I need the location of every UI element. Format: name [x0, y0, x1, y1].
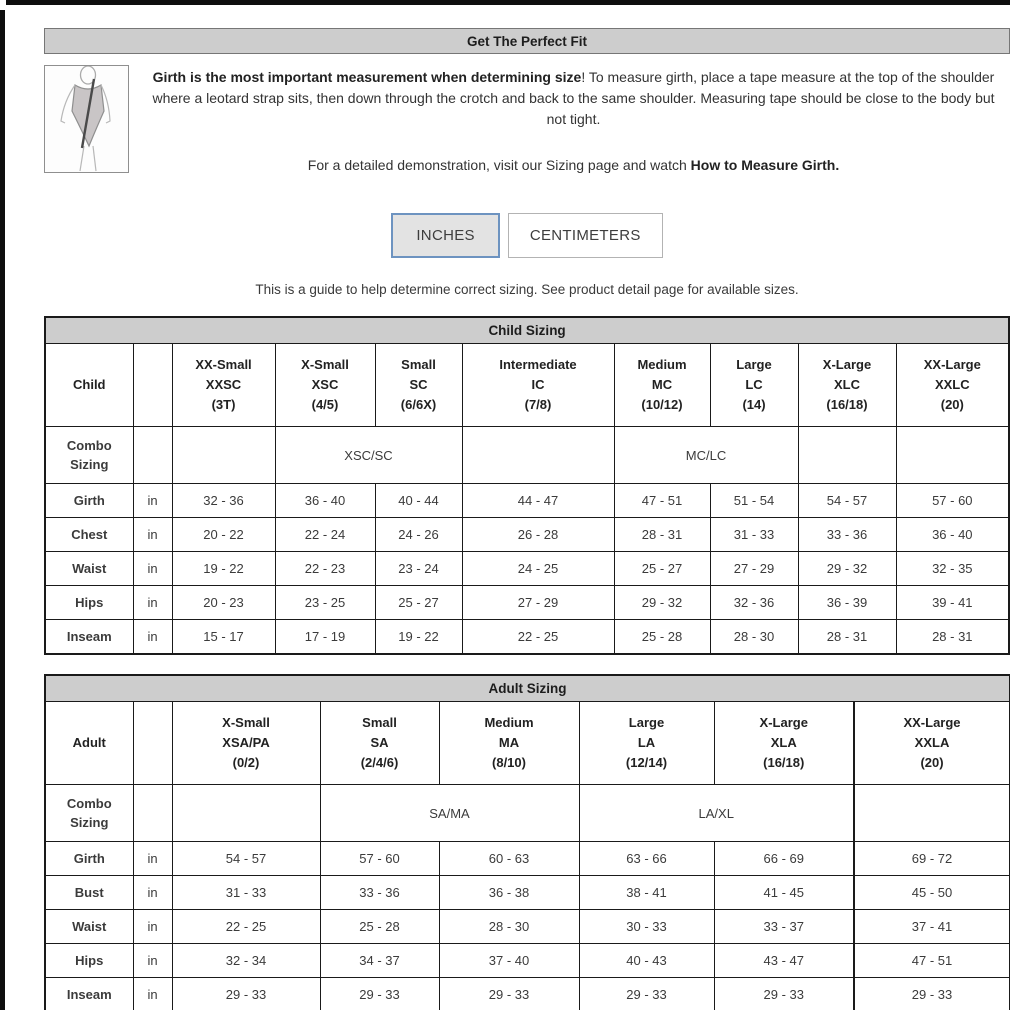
child_table-unit-cell: in: [133, 586, 172, 620]
child_table-value-cell: 22 - 25: [462, 620, 614, 655]
child_table-value-cell: 47 - 51: [614, 484, 710, 518]
adult_table-unit-cell: in: [133, 876, 172, 910]
page-title: Get The Perfect Fit: [44, 28, 1010, 54]
adult_table-combo-cell: SA/MA: [320, 785, 579, 842]
adult-sizing-table: [44, 674, 1010, 1010]
screenshot-left-border: [0, 10, 5, 1010]
adult_table-combo-cell: [172, 785, 320, 842]
child_table-value-cell: 25 - 27: [614, 552, 710, 586]
child_table-value-cell: 29 - 32: [798, 552, 896, 586]
child_table-combo-cell: MC/LC: [614, 427, 798, 484]
child_table-unit-cell: in: [133, 484, 172, 518]
adult_table-unit-cell: in: [133, 978, 172, 1010]
child_table-unit-cell: in: [133, 620, 172, 655]
girth-intro-section: [44, 65, 1010, 173]
adult_table-value-cell: 36 - 38: [439, 876, 579, 910]
child_table-size-header: Medium MC (10/12): [614, 344, 710, 427]
child_table-value-cell: 24 - 25: [462, 552, 614, 586]
adult_table-value-cell: 37 - 40: [439, 944, 579, 978]
child_table-value-cell: 28 - 30: [710, 620, 798, 655]
child_table-value-cell: 32 - 36: [172, 484, 275, 518]
adult_table-value-cell: 34 - 37: [320, 944, 439, 978]
child_table-value-cell: 19 - 22: [375, 620, 462, 655]
girth-instructions: [141, 67, 1006, 130]
child_table-value-cell: 22 - 24: [275, 518, 375, 552]
child_table-value-cell: 28 - 31: [614, 518, 710, 552]
adult_table-value-cell: 47 - 51: [854, 944, 1010, 978]
adult_table-size-header: X-Large XLA (16/18): [714, 702, 854, 785]
child_table-value-cell: 22 - 23: [275, 552, 375, 586]
child_table-combo-cell: [462, 427, 614, 484]
demo-note-bold: How to Measure Girth.: [690, 157, 840, 173]
adult_table-value-cell: 29 - 33: [439, 978, 579, 1010]
child_table-value-cell: 51 - 54: [710, 484, 798, 518]
intro-text-column: [129, 65, 1010, 173]
screenshot-top-border: [6, 0, 1010, 5]
adult_table-size-header: Medium MA (8/10): [439, 702, 579, 785]
adult_table-combo-unit-cell: [133, 785, 172, 842]
child_table-size-header: Small SC (6/6X): [375, 344, 462, 427]
child_table-value-cell: 36 - 40: [275, 484, 375, 518]
child_table-unit-cell: in: [133, 518, 172, 552]
child_table-row-label: Waist: [45, 552, 133, 586]
adult_table-value-cell: 54 - 57: [172, 842, 320, 876]
centimeters-button[interactable]: CENTIMETERS: [508, 213, 663, 258]
child_table-value-cell: 23 - 25: [275, 586, 375, 620]
child_table-combo-cell: [172, 427, 275, 484]
demo-note-prefix: For a detailed demonstration, visit our Sizing page and watch: [307, 157, 691, 173]
child_table-value-cell: 28 - 31: [896, 620, 1009, 655]
child_table-size-header: X-Small XSC (4/5): [275, 344, 375, 427]
adult_table-value-cell: 63 - 66: [579, 842, 714, 876]
child_table-value-cell: 20 - 22: [172, 518, 275, 552]
adult_table-value-cell: 25 - 28: [320, 910, 439, 944]
adult_table-value-cell: 40 - 43: [579, 944, 714, 978]
child_table-value-cell: 33 - 36: [798, 518, 896, 552]
adult_table-combo-label: Combo Sizing: [45, 785, 133, 842]
child_table-value-cell: 24 - 26: [375, 518, 462, 552]
inches-button[interactable]: INCHES: [391, 213, 499, 258]
adult_table-caption: Adult Sizing: [45, 675, 1010, 702]
child_table-row-label: Inseam: [45, 620, 133, 655]
child_table-value-cell: 32 - 36: [710, 586, 798, 620]
adult_table-size-header: Large LA (12/14): [579, 702, 714, 785]
child_table-combo-cell: [798, 427, 896, 484]
adult_table-value-cell: 29 - 33: [172, 978, 320, 1010]
child_table-value-cell: 15 - 17: [172, 620, 275, 655]
adult_table-unit-cell: in: [133, 842, 172, 876]
unit-toggle-group: [44, 213, 1010, 258]
adult_table-unit-header: [133, 702, 172, 785]
adult_table-value-cell: 30 - 33: [579, 910, 714, 944]
adult_table-row-label: Inseam: [45, 978, 133, 1010]
child_table-value-cell: 40 - 44: [375, 484, 462, 518]
child_table-combo-cell: XSC/SC: [275, 427, 462, 484]
adult_table-value-cell: 57 - 60: [320, 842, 439, 876]
adult_table-value-cell: 69 - 72: [854, 842, 1010, 876]
child_table-value-cell: 32 - 35: [896, 552, 1009, 586]
child_table-value-cell: 44 - 47: [462, 484, 614, 518]
adult_table-value-cell: 66 - 69: [714, 842, 854, 876]
child_table-value-cell: 26 - 28: [462, 518, 614, 552]
child_table-value-cell: 39 - 41: [896, 586, 1009, 620]
child_table-caption: Child Sizing: [45, 317, 1009, 344]
leotard-figure-image: [44, 65, 129, 173]
child_table-size-header: Intermediate IC (7/8): [462, 344, 614, 427]
adult_table-size-header: XX-Large XXLA (20): [854, 702, 1010, 785]
child_table-value-cell: 25 - 28: [614, 620, 710, 655]
adult_table-value-cell: 29 - 33: [854, 978, 1010, 1010]
adult_table-row-label: Waist: [45, 910, 133, 944]
adult_table-row-label: Hips: [45, 944, 133, 978]
adult_table-row-label: Bust: [45, 876, 133, 910]
child_table-value-cell: 20 - 23: [172, 586, 275, 620]
child_table-group-label: Child: [45, 344, 133, 427]
child_table-value-cell: 54 - 57: [798, 484, 896, 518]
girth-instructions-bold: Girth is the most important measurement when determining size: [152, 69, 582, 85]
child_table-row-label: Chest: [45, 518, 133, 552]
adult_table-value-cell: 60 - 63: [439, 842, 579, 876]
child_table-unit-header: [133, 344, 172, 427]
child_table-row-label: Girth: [45, 484, 133, 518]
child_table-value-cell: 29 - 32: [614, 586, 710, 620]
adult_table-unit-cell: in: [133, 910, 172, 944]
child_table-value-cell: 36 - 39: [798, 586, 896, 620]
adult_table-value-cell: 29 - 33: [320, 978, 439, 1010]
demo-note: [137, 157, 1010, 173]
adult_table-value-cell: 33 - 37: [714, 910, 854, 944]
child_table-value-cell: 25 - 27: [375, 586, 462, 620]
child_table-value-cell: 57 - 60: [896, 484, 1009, 518]
child_table-combo-cell: [896, 427, 1009, 484]
adult_table-value-cell: 32 - 34: [172, 944, 320, 978]
adult_table-value-cell: 37 - 41: [854, 910, 1010, 944]
adult_table-combo-cell: [854, 785, 1010, 842]
adult_table-group-label: Adult: [45, 702, 133, 785]
child_table-value-cell: 31 - 33: [710, 518, 798, 552]
child_table-value-cell: 23 - 24: [375, 552, 462, 586]
adult_table-value-cell: 33 - 36: [320, 876, 439, 910]
adult_table-unit-cell: in: [133, 944, 172, 978]
adult_table-value-cell: 45 - 50: [854, 876, 1010, 910]
child_table-value-cell: 27 - 29: [710, 552, 798, 586]
child_table-unit-cell: in: [133, 552, 172, 586]
adult_table-value-cell: 29 - 33: [579, 978, 714, 1010]
girth-measurement-icon: [45, 66, 128, 172]
adult_table-value-cell: 31 - 33: [172, 876, 320, 910]
child_table-size-header: XX-Large XXLC (20): [896, 344, 1009, 427]
child_table-value-cell: 19 - 22: [172, 552, 275, 586]
child_table-combo-label: Combo Sizing: [45, 427, 133, 484]
child_table-size-header: Large LC (14): [710, 344, 798, 427]
adult_table-value-cell: 38 - 41: [579, 876, 714, 910]
adult_table-value-cell: 43 - 47: [714, 944, 854, 978]
adult_table-size-header: Small SA (2/4/6): [320, 702, 439, 785]
child_table-value-cell: 27 - 29: [462, 586, 614, 620]
child_table-value-cell: 36 - 40: [896, 518, 1009, 552]
child_table-row-label: Hips: [45, 586, 133, 620]
guide-note: This is a guide to help determine correct sizing. See product detail page for available sizes.: [255, 282, 799, 297]
adult_table-row-label: Girth: [45, 842, 133, 876]
child_table-value-cell: 28 - 31: [798, 620, 896, 655]
content-area: [44, 28, 1010, 1010]
child_table-size-header: X-Large XLC (16/18): [798, 344, 896, 427]
child_table-value-cell: 17 - 19: [275, 620, 375, 655]
child-sizing-table: [44, 316, 1010, 655]
adult_table-size-header: X-Small XSA/PA (0/2): [172, 702, 320, 785]
adult_table-value-cell: 29 - 33: [714, 978, 854, 1010]
adult_table-value-cell: 22 - 25: [172, 910, 320, 944]
adult_table-value-cell: 28 - 30: [439, 910, 579, 944]
child_table-combo-unit-cell: [133, 427, 172, 484]
adult_table-combo-cell: LA/XL: [579, 785, 854, 842]
girth-instructions-rest: ! To measure girth, place a tape measure at the top of the shoulder where a leotard strap sits, then down through the crotch and back to the same shoulder. Measuring tape should be close to the body but not tight.: [152, 69, 995, 127]
adult_table-value-cell: 41 - 45: [714, 876, 854, 910]
child_table-size-header: XX-Small XXSC (3T): [172, 344, 275, 427]
